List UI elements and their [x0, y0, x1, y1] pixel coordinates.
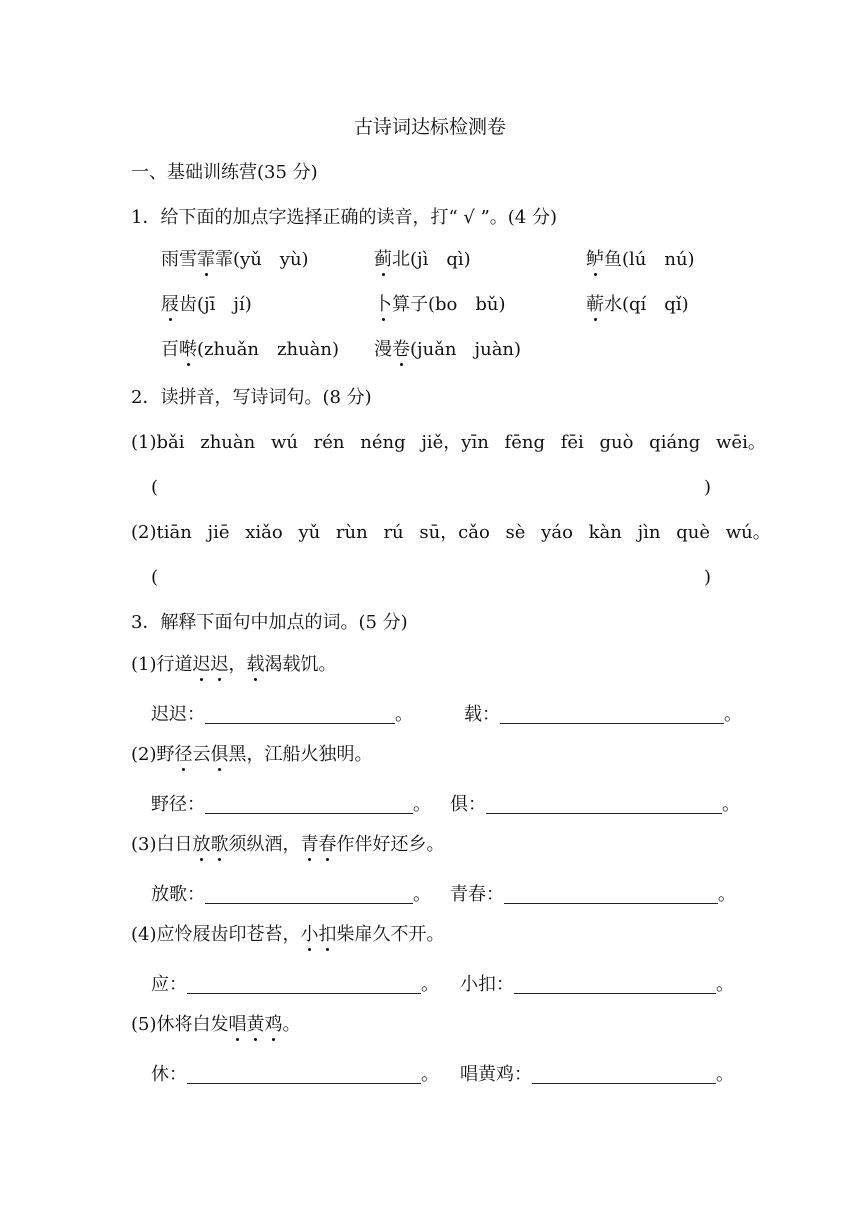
q3-sentence-1: (1)行道迟迟，载渴载饥。 [131, 654, 337, 675]
answer-blank[interactable] [205, 885, 413, 904]
question-1-stem: 1．给下面的加点字选择正确的读音，打“ √ ”。(4 分) [131, 207, 557, 228]
q3-answer-2: 野径： 。 [151, 794, 431, 815]
q3-answer-2b: 俱： 。 [450, 794, 740, 815]
pinyin-line-1: (1)bǎi zhuàn wú rén néng jiě，yīn fēng fēi guò qiáng wēi。 [131, 432, 766, 453]
q1-item-7: 百啭(zhuǎn zhuàn) [161, 339, 340, 360]
q3-answer-5: 休： 。 [151, 1064, 439, 1085]
answer-blank[interactable] [500, 705, 724, 724]
q3-sentence-3: (3)白日放歌须纵酒，青春作伴好还乡。 [131, 834, 445, 855]
q1-item-2: 蓟北(jì qì) [374, 249, 471, 270]
q1-item-4: 屐齿(jī jí) [161, 294, 252, 315]
dotted-char: 蕲 [586, 294, 604, 315]
dotted-char: 屐 [161, 294, 179, 315]
q3-answer-4b: 小扣： 。 [460, 974, 734, 995]
q3-sentence-5: (5)休将白发唱黄鸡。 [131, 1014, 301, 1035]
answer-blank[interactable] [187, 1065, 421, 1084]
answer-bracket-open: ( [151, 567, 159, 588]
dotted-char: 霏 [197, 249, 215, 270]
q3-sentence-2: (2)野径云俱黑，江船火独明。 [131, 744, 373, 765]
q3-answer-4: 应： 。 [151, 974, 439, 995]
dotted-char: 鲈 [586, 249, 604, 270]
answer-blank[interactable] [205, 795, 413, 814]
answer-blank[interactable] [532, 1065, 716, 1084]
question-2-stem: 2．读拼音，写诗词句。(8 分) [131, 387, 372, 408]
dotted-char: 蓟 [374, 249, 392, 270]
page-title: 古诗词达标检测卷 [353, 116, 506, 138]
q1-item-8: 漫卷(juǎn juàn) [374, 339, 522, 360]
q3-answer-3b: 青春： 。 [450, 884, 736, 905]
dotted-char: 卜 [374, 294, 392, 315]
q3-answer-3: 放歌： 。 [151, 884, 431, 905]
question-3-stem: 3．解释下面句中加点的词。(5 分) [131, 612, 408, 633]
q3-answer-1b: 载： 。 [464, 704, 742, 725]
q1-item-3: 鲈鱼(lú nú) [586, 249, 695, 270]
dotted-char: 卷 [392, 339, 410, 360]
answer-blank[interactable] [187, 975, 421, 994]
answer-blank[interactable] [514, 975, 716, 994]
answer-bracket-close: ) [704, 567, 712, 588]
answer-blank[interactable] [205, 705, 395, 724]
answer-blank[interactable] [486, 795, 722, 814]
q3-answer-1: 迟迟： 。 [151, 704, 413, 725]
q1-item-6: 蕲水(qí qǐ) [586, 294, 689, 315]
q1-item-1: 雨雪霏霏(yǔ yù) [161, 249, 309, 270]
section-heading: 一、基础训练营(35 分) [131, 162, 318, 183]
q1-item-5: 卜算子(bo bǔ) [374, 294, 506, 315]
q3-sentence-4: (4)应怜屐齿印苍苔，小扣柴扉久不开。 [131, 924, 445, 945]
answer-blank[interactable] [504, 885, 718, 904]
answer-bracket-close: ) [704, 477, 712, 498]
dotted-char: 啭 [179, 339, 197, 360]
q3-answer-5b: 唱黄鸡： 。 [460, 1064, 734, 1085]
pinyin-line-2: (2)tiān jiē xiǎo yǔ rùn rú sū，cǎo sè yáo kàn jìn què wú。 [131, 522, 771, 543]
answer-bracket-open: ( [151, 477, 159, 498]
